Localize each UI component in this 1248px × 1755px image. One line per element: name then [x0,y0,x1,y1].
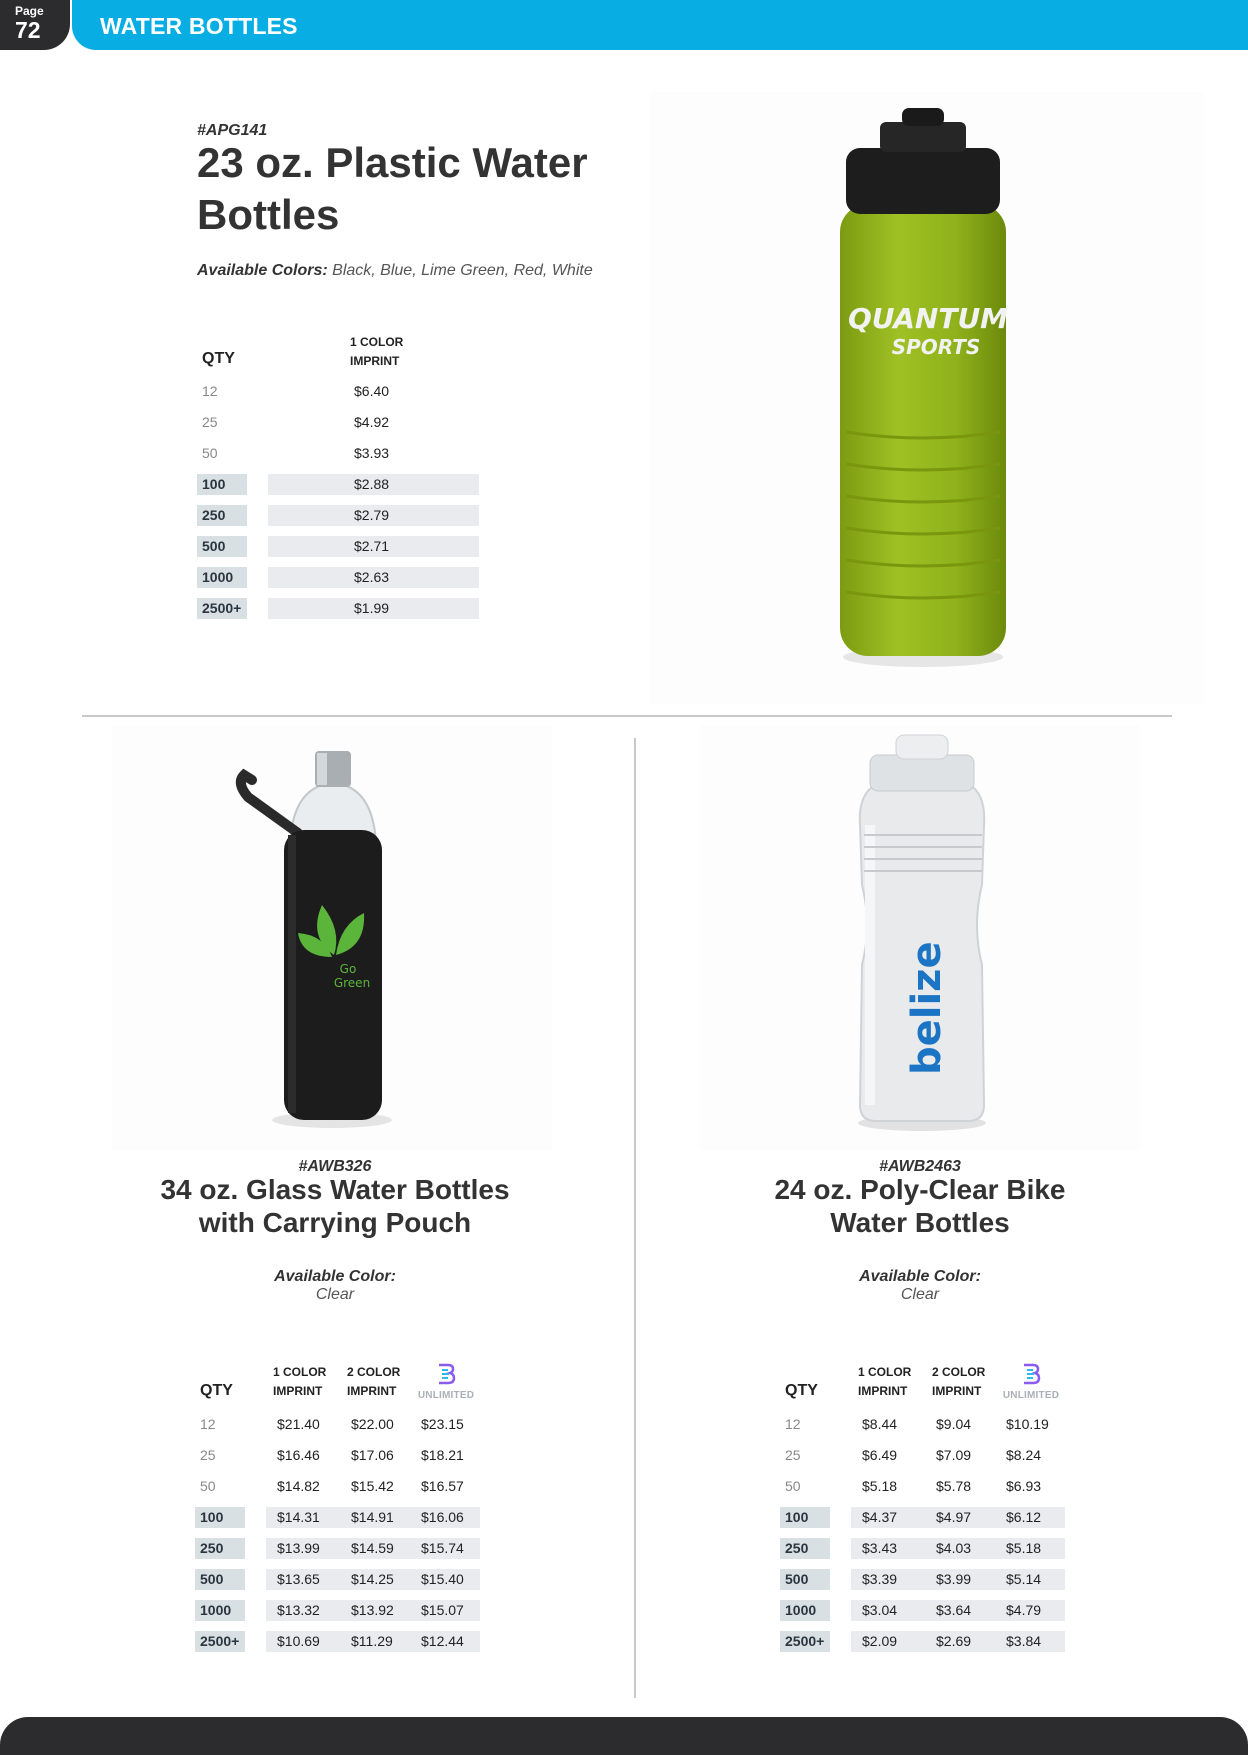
horizontal-divider [82,715,1172,717]
price-cell: $15.74 [421,1540,464,1556]
qty-cell: 25 [785,1447,801,1463]
bottle-logo-text: belize [904,941,950,1075]
table-row [780,1414,1070,1435]
product-title [700,1173,1140,1239]
table-row [780,1600,1070,1621]
price-cell: $14.82 [277,1478,320,1494]
page-footer-bar [0,1717,1248,1755]
price-cell: $3.64 [936,1602,972,1618]
table-row [195,1538,485,1559]
qty-cell: 1000 [197,567,247,588]
price-cell: $4.37 [862,1509,898,1525]
vertical-divider [634,738,636,1698]
qty-cell: 100 [195,1507,245,1528]
price-cell: $4.92 [354,414,390,430]
qty-cell: 50 [785,1478,801,1494]
qty-cell: 12 [785,1416,801,1432]
title-line-1: 24 oz. Poly-Clear Bike [774,1174,1066,1205]
product-image-apg141 [650,92,1205,704]
table-row [780,1476,1070,1497]
price-cell: $4.79 [1006,1602,1042,1618]
colors-value: Black, Blue, Lime Green, Red, White [332,262,593,279]
price-cell: $6.49 [862,1447,898,1463]
price-cell: $13.65 [277,1571,320,1587]
price-cell: $8.44 [862,1416,898,1432]
qty-cell: 12 [200,1416,216,1432]
title-line-2: with Carrying Pouch [198,1207,472,1238]
qty-cell: 25 [200,1447,216,1463]
product-sku: #AWB2463 [879,1158,961,1175]
price-cell: $10.19 [1006,1416,1049,1432]
table-row [780,1445,1070,1466]
qty-header: QTY [202,350,235,367]
glass-bottle-illustration [112,725,552,1150]
price-cell: $18.21 [421,1447,464,1463]
price-cell: $3.39 [862,1571,898,1587]
price-cell: $16.06 [421,1509,464,1525]
green-bottle-illustration [650,92,1205,704]
qty-cell: 2500+ [195,1631,245,1652]
price-cell: $5.18 [1006,1540,1042,1556]
qty-cell: 25 [202,414,218,430]
colors-label: Available Color: [274,1268,396,1285]
price-cell: $13.32 [277,1602,320,1618]
qty-header: QTY [785,1382,818,1399]
table-row [197,567,482,588]
bottle-brand-text-2: SPORTS [891,335,981,359]
price-cell: $6.40 [354,383,390,399]
price-cell: $6.93 [1006,1478,1042,1494]
price-table [195,1363,485,1663]
price-cell: $16.57 [421,1478,464,1494]
col-header-1-color: 1 COLOR IMPRINT [858,1365,912,1398]
price-cell: $16.46 [277,1447,320,1463]
price-cell: $2.69 [936,1633,972,1649]
table-row [780,1631,1070,1652]
product-sku: #AWB326 [298,1158,372,1175]
price-cell: $3.93 [354,445,390,461]
clear-bottle-illustration [700,725,1140,1150]
price-cell: $2.09 [862,1633,898,1649]
product-title [112,1173,558,1239]
price-cell: $3.84 [1006,1633,1042,1649]
qty-cell: 50 [202,445,218,461]
price-cell: $5.14 [1006,1571,1042,1587]
col-header-1-color: 1 COLOR IMPRINT [350,335,404,368]
price-table [780,1363,1070,1663]
page-label: Page [15,4,44,18]
price-cell: $5.78 [936,1478,972,1494]
qty-cell: 500 [195,1569,245,1590]
qty-cell: 2500+ [197,598,247,619]
qty-cell: 2500+ [780,1631,830,1652]
pouch-logo-text-1: Go [339,962,357,976]
page-number-tab [0,0,70,50]
price-cell: $2.79 [354,507,390,523]
price-cell: $4.03 [936,1540,972,1556]
table-row [195,1631,485,1652]
price-cell: $10.69 [277,1633,320,1649]
qty-cell: 500 [197,536,247,557]
price-cell: $14.91 [351,1509,394,1525]
table-row [195,1445,485,1466]
unlimited-logo-icon [436,1363,456,1385]
price-cell: $23.15 [421,1416,464,1432]
qty-cell: 100 [197,474,247,495]
unlimited-logo-icon [1021,1363,1041,1385]
table-row [195,1600,485,1621]
price-cell: $15.42 [351,1478,394,1494]
table-row [197,536,482,557]
price-cell: $8.24 [1006,1447,1042,1463]
pouch-logo-text-2: Green [333,976,371,990]
qty-cell: 12 [202,383,218,399]
qty-cell: 500 [780,1569,830,1590]
table-row [197,381,482,402]
table-row [197,505,482,526]
price-cell: $4.97 [936,1509,972,1525]
qty-cell: 1000 [195,1600,245,1621]
price-cell: $13.92 [351,1602,394,1618]
colors-label: Available Colors: [197,262,328,279]
price-cell: $17.06 [351,1447,394,1463]
product-sku: #APG141 [197,122,268,139]
qty-cell: 250 [197,505,247,526]
product-title [197,137,588,241]
price-table [197,333,482,623]
title-line-2: Water Bottles [830,1207,1010,1238]
qty-cell: 250 [195,1538,245,1559]
available-colors [700,1268,1140,1304]
qty-cell: 50 [200,1478,216,1494]
price-cell: $12.44 [421,1633,464,1649]
colors-value: Clear [900,1286,940,1303]
table-row [780,1538,1070,1559]
price-cell: $13.99 [277,1540,320,1556]
price-cell: $14.31 [277,1509,320,1525]
price-cell: $14.59 [351,1540,394,1556]
qty-cell: 1000 [780,1600,830,1621]
price-cell: $3.99 [936,1571,972,1587]
col-header-2-color: 2 COLOR IMPRINT [347,1365,401,1398]
table-row [197,474,482,495]
table-row [197,412,482,433]
price-cell: $2.63 [354,569,390,585]
page-number: 72 [15,17,41,43]
product-image-awb326 [112,725,552,1150]
table-row [197,443,482,464]
price-cell: $3.04 [862,1602,898,1618]
price-cell: $2.88 [354,476,390,492]
price-cell: $22.00 [351,1416,394,1432]
col-header-1-color: 1 COLOR IMPRINT [273,1365,327,1398]
price-cell: $11.29 [351,1633,393,1649]
title-line-1: 34 oz. Glass Water Bottles [160,1174,510,1205]
price-cell: $15.07 [421,1602,464,1618]
section-title: WATER BOTTLES [100,13,298,39]
price-cell: $3.43 [862,1540,898,1556]
price-cell: $14.25 [351,1571,394,1587]
price-cell: $2.71 [354,538,390,554]
product-image-awb2463 [700,725,1140,1150]
price-cell: $9.04 [936,1416,972,1432]
price-cell: $7.09 [936,1447,972,1463]
available-colors [197,262,593,280]
table-row [195,1569,485,1590]
qty-cell: 250 [780,1538,830,1559]
table-row [195,1476,485,1497]
table-row [780,1507,1070,1528]
price-cell: $15.40 [421,1571,464,1587]
colors-value: Clear [315,1286,355,1303]
col-header-unlimited: UNLIMITED [996,1363,1066,1401]
colors-label: Available Color: [859,1268,981,1285]
col-header-2-color: 2 COLOR IMPRINT [932,1365,986,1398]
price-cell: $6.12 [1006,1509,1042,1525]
bottle-brand-text-1: QUANTUM [847,302,1009,335]
col-header-unlimited: UNLIMITED [411,1363,481,1401]
price-cell: $5.18 [862,1478,898,1494]
available-colors [112,1268,558,1304]
title-line-1: 23 oz. Plastic Water [197,139,588,186]
table-row [195,1414,485,1435]
table-row [197,598,482,619]
table-row [195,1507,485,1528]
price-cell: $1.99 [354,600,390,616]
title-line-2: Bottles [197,191,340,238]
table-row [780,1569,1070,1590]
qty-cell: 100 [780,1507,830,1528]
price-cell: $21.40 [277,1416,320,1432]
qty-header: QTY [200,1382,233,1399]
